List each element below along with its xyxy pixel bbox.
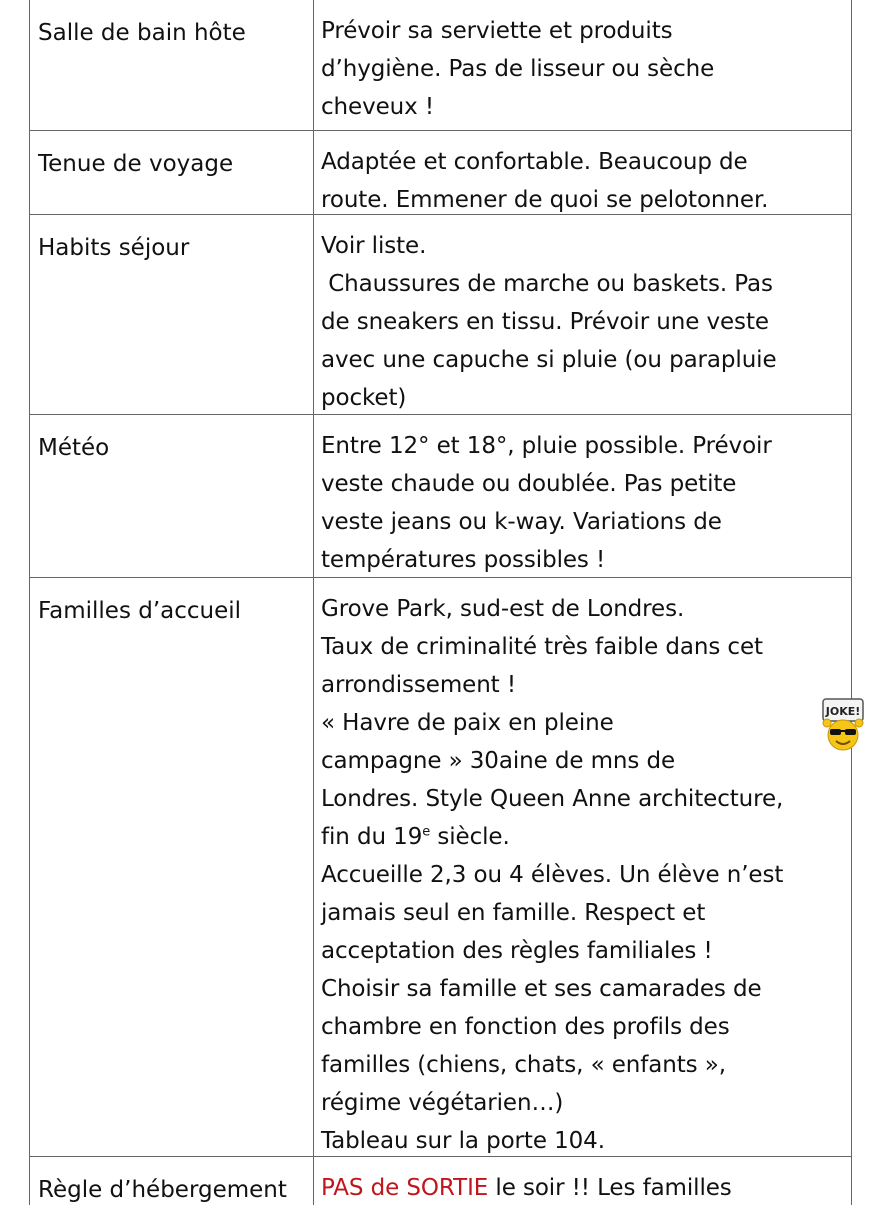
text-line: veste chaude ou doublée. Pas petite [321, 471, 737, 497]
joke-sign-text: JOKE! [825, 705, 861, 718]
row-text [314, 415, 851, 577]
table-row [30, 131, 851, 215]
row-text [314, 1157, 851, 1205]
joke-emoji-icon [819, 697, 867, 753]
row-label: Salle de bain hôte [30, 0, 314, 130]
text-line: d’hygiène. Pas de lisseur ou sèche [321, 56, 715, 82]
text-line: Grove Park, sud-est de Londres. [321, 596, 685, 622]
text-line: veste jeans ou k-way. Variations de [321, 509, 722, 535]
text-line: Voir liste. [321, 233, 427, 259]
text-line: chambre en fonction des profils des [321, 1014, 730, 1040]
text-line: de sneakers en tissu. Prévoir une veste [321, 309, 769, 335]
row-text [314, 0, 851, 130]
text-line: Choisir sa famille et ses camarades de [321, 976, 762, 1002]
text-line: « Havre de paix en pleine [321, 710, 614, 736]
row-text [314, 578, 851, 1156]
text-line: avec une capuche si pluie (ou parapluie [321, 347, 777, 373]
table-row [30, 0, 851, 131]
row-text [314, 215, 851, 414]
text-line: Prévoir sa serviette et produits [321, 18, 673, 44]
row-label: Habits séjour [30, 215, 314, 414]
table-row [30, 415, 851, 578]
text-line: températures possibles ! [321, 547, 606, 573]
text-line: jamais seul en famille. Respect et [321, 900, 706, 926]
text-line [321, 818, 847, 856]
text-line: Londres. Style Queen Anne architecture, [321, 786, 784, 812]
text-line: campagne » 30aine de mns de [321, 748, 676, 774]
table-row [30, 578, 851, 1157]
text-line [321, 1169, 847, 1207]
warning-text: PAS de SORTIE [321, 1175, 489, 1201]
row-label: Familles d’accueil [30, 578, 314, 1156]
table-row [30, 1157, 851, 1205]
table-row [30, 215, 851, 415]
text-line: arrondissement ! [321, 672, 516, 698]
row-text [314, 131, 851, 214]
text-line: cheveux ! [321, 94, 434, 120]
row-label: Règle d’hébergement [30, 1157, 314, 1205]
text-line: Adaptée et confortable. Beaucoup de [321, 149, 748, 175]
row-label: Tenue de voyage [30, 131, 314, 214]
text-line: acceptation des règles familiales ! [321, 938, 713, 964]
text-line: régime végétarien…) [321, 1090, 564, 1116]
text-fragment: siècle. [430, 824, 510, 850]
text-fragment: fin du 19 [321, 824, 423, 850]
text-line: Chaussures de marche ou baskets. Pas [321, 271, 773, 297]
text-fragment: le soir !! Les familles [488, 1175, 732, 1201]
row-label: Météo [30, 415, 314, 577]
text-line: Tableau sur la porte 104. [321, 1128, 605, 1154]
superscript: e [422, 824, 431, 840]
text-line: Taux de criminalité très faible dans cet [321, 634, 763, 660]
text-line: Entre 12° et 18°, pluie possible. Prévoir [321, 433, 772, 459]
text-line: familles (chiens, chats, « enfants », [321, 1052, 726, 1078]
text-line: Accueille 2,3 ou 4 élèves. Un élève n’est [321, 862, 784, 888]
text-line: pocket) [321, 385, 407, 411]
text-line: route. Emmener de quoi se pelotonner. [321, 187, 769, 213]
info-table [29, 0, 852, 1205]
